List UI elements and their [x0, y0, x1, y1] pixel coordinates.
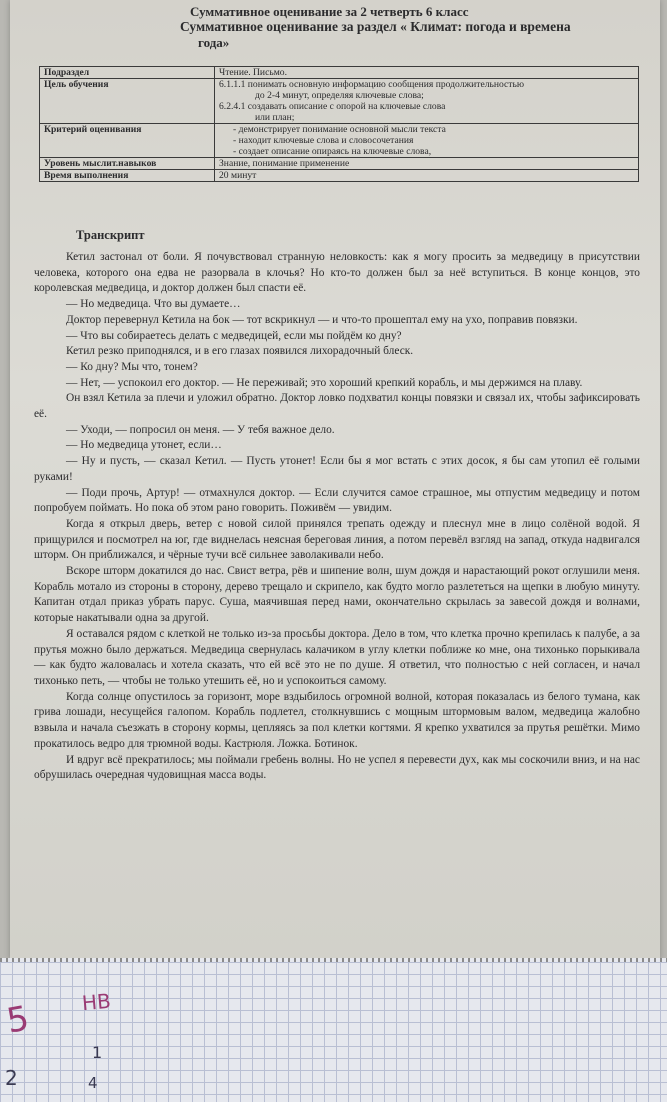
row-value: Чтение. Письмо. — [215, 67, 639, 79]
transcript-title: Транскрипт — [76, 228, 145, 242]
handwritten-digit: 4 — [88, 1074, 98, 1092]
paragraph: Я оставался рядом с клеткой не только из-за просьбы доктора. Дело в том, что клетка прочно крепилась к палубе, а за прутья можно было держаться. Медведица свернулась калачиком в углу клетки поближе ко мне, она тихонько порыкивала — как будто жаловалась и хотела сказать, что ей всё это не по душе. Я ответил, что полностью с ней согласен, и начал тихонько петь, — чтобы не только утешить её, но и успокоиться самому. — [34, 627, 640, 687]
paragraph: — Что вы собираетесь делать с медведицей, если мы пойдём ко дну? — [66, 329, 402, 342]
transcript-text — [34, 250, 640, 784]
row-key: Критерий оценивания — [40, 124, 215, 158]
row-key: Подраздел — [40, 67, 215, 79]
row-value — [215, 124, 639, 158]
row-key: Время выполнения — [40, 170, 215, 182]
row-key: Уровень мыслит.навыков — [40, 158, 215, 170]
paragraph: Когда солнце опустилось за горизонт, море вздыбилось огромной волной, которая показалась из белого тумана, как грива лошади, несущейся галопом. Корабль подлетел, столкнувшись с мощным штормовым валом, медведица жалобно взвыла и начала съезжать в сторону кормы, цепляясь за пол клетки когтями. Я крепко ухватился за прутья решётки. Мимо прокатилось ведро для трюмной воды. Кастрюля. Ложка. Ботинок. — [34, 690, 640, 750]
header-line-1: Суммативное оценивание за 2 четверть 6 класс — [190, 4, 469, 19]
paragraph: — Нет, — успокоил его доктор. — Не переживай; это хороший крепкий корабль, и мы держимся на плаву. — [66, 376, 583, 389]
criterion-line: - создает описание опираясь на ключевые слова, — [233, 146, 432, 157]
paragraph: — Ну и пусть, — сказал Кетил. — Пусть утонет! Если бы я мог встать с этих досок, я бы сам утопил её голыми руками! — [34, 455, 640, 483]
grid-notebook-paper — [0, 962, 667, 1102]
paragraph: — Но медведица. Что вы думаете… — [66, 298, 241, 311]
objective-line: 6.2.4.1 создавать описание с опорой на ключевые слова — [219, 101, 446, 112]
paragraph: Кетил резко приподнялся, и в его глазах появился лихорадочный блеск. — [66, 345, 414, 358]
row-value: 20 минут — [215, 170, 639, 182]
paragraph: Когда я открыл дверь, ветер с новой силой принялся трепать одежду и плеснул мне в лицо солёной водой. Я прищурился и посмотрел на юг, где виднелась неясная береговая линия, а потом перевёл взгляд на запад, откуда надвигался шторм. Он приближался, и чёрные тучи всё сильнее заволакивали небо. — [34, 517, 640, 562]
paragraph: Доктор перевернул Кетила на бок — тот вскрикнул — и что-то прошептал ему на ухо, поправив повязки. — [66, 313, 578, 326]
paragraph: И вдруг всё прекратилось; мы поймали гребень волны. Но не успел я перевести дух, как мы соскочили вниз, и на нас обрушилась очередная чудовищная масса воды. — [34, 753, 640, 782]
paragraph: — Ко дну? Мы что, тонем? — [66, 360, 198, 373]
objective-line: 6.1.1.1 понимать основную информацию сообщения продолжительностью — [219, 79, 525, 90]
criterion-line: - находит ключевые слова и словосочетания — [233, 135, 414, 146]
paragraph: Вскоре шторм докатился до нас. Свист ветра, рёв и шипение волн, шум дождя и нарастающий рокот оглушили меня. Корабль мотало из стороны в сторону, дерево трещало и скрипело, как будто могло разлететься на щепки в любую минуту. Капитан отдал приказ убрать парус. Суша, маячившая перед нами, окончательно скрылась за завесой дождя и волнами, которые накатывали одна за другой. — [34, 565, 640, 625]
paragraph: Он взял Кетила за плечи и уложил обратно. Доктор ловко подхватил концы повязки и связал их, чтобы зафиксировать её. — [34, 392, 640, 421]
row-key: Цель обучения — [40, 79, 215, 124]
header-line-3: года» — [198, 35, 230, 50]
paragraph: — Уходи, — попросил он меня. — У тебя важное дело. — [66, 423, 335, 436]
objective-line: до 2-4 минут, определяя ключевые слова; — [255, 90, 424, 101]
handwritten-digit: 2 — [5, 1066, 18, 1090]
handwritten-grade: 5 — [3, 998, 32, 1042]
row-value — [215, 79, 639, 124]
criterion-line: - демонстрирует понимание основной мысли текста — [233, 124, 446, 135]
header-line-2: Суммативное оценивание за раздел « Климат: погода и времена — [180, 19, 571, 34]
handwritten-digit: 1 — [92, 1043, 103, 1062]
table-row — [40, 79, 639, 124]
row-value: Знание, понимание применение — [215, 158, 639, 170]
table-row — [40, 170, 639, 182]
table-row — [40, 67, 639, 79]
objective-line: или план; — [255, 112, 295, 123]
assessment-info-table — [39, 66, 639, 182]
handwritten-note: НВ — [81, 988, 112, 1016]
paragraph: — Но медведица утонет, если… — [66, 439, 222, 452]
paragraph: Кетил застонал от боли. Я почувствовал странную неловкость: как я могу просить за медведицу в присутствии человека, которого она едва не разорвала в клочья? Но кто-то должен был за неё вступиться. В конце концов, это королевская медведица, и доктор должен был спасти её. — [34, 251, 640, 295]
paragraph: — Поди прочь, Артур! — отмахнулся доктор. — Если случится самое страшное, мы отпустим медведицу и потом попробуем поймать. Но пока об этом рано говорить. Поживём — увидим. — [34, 486, 640, 515]
document-header — [180, 4, 660, 50]
table-row — [40, 124, 639, 158]
table-row — [40, 158, 639, 170]
